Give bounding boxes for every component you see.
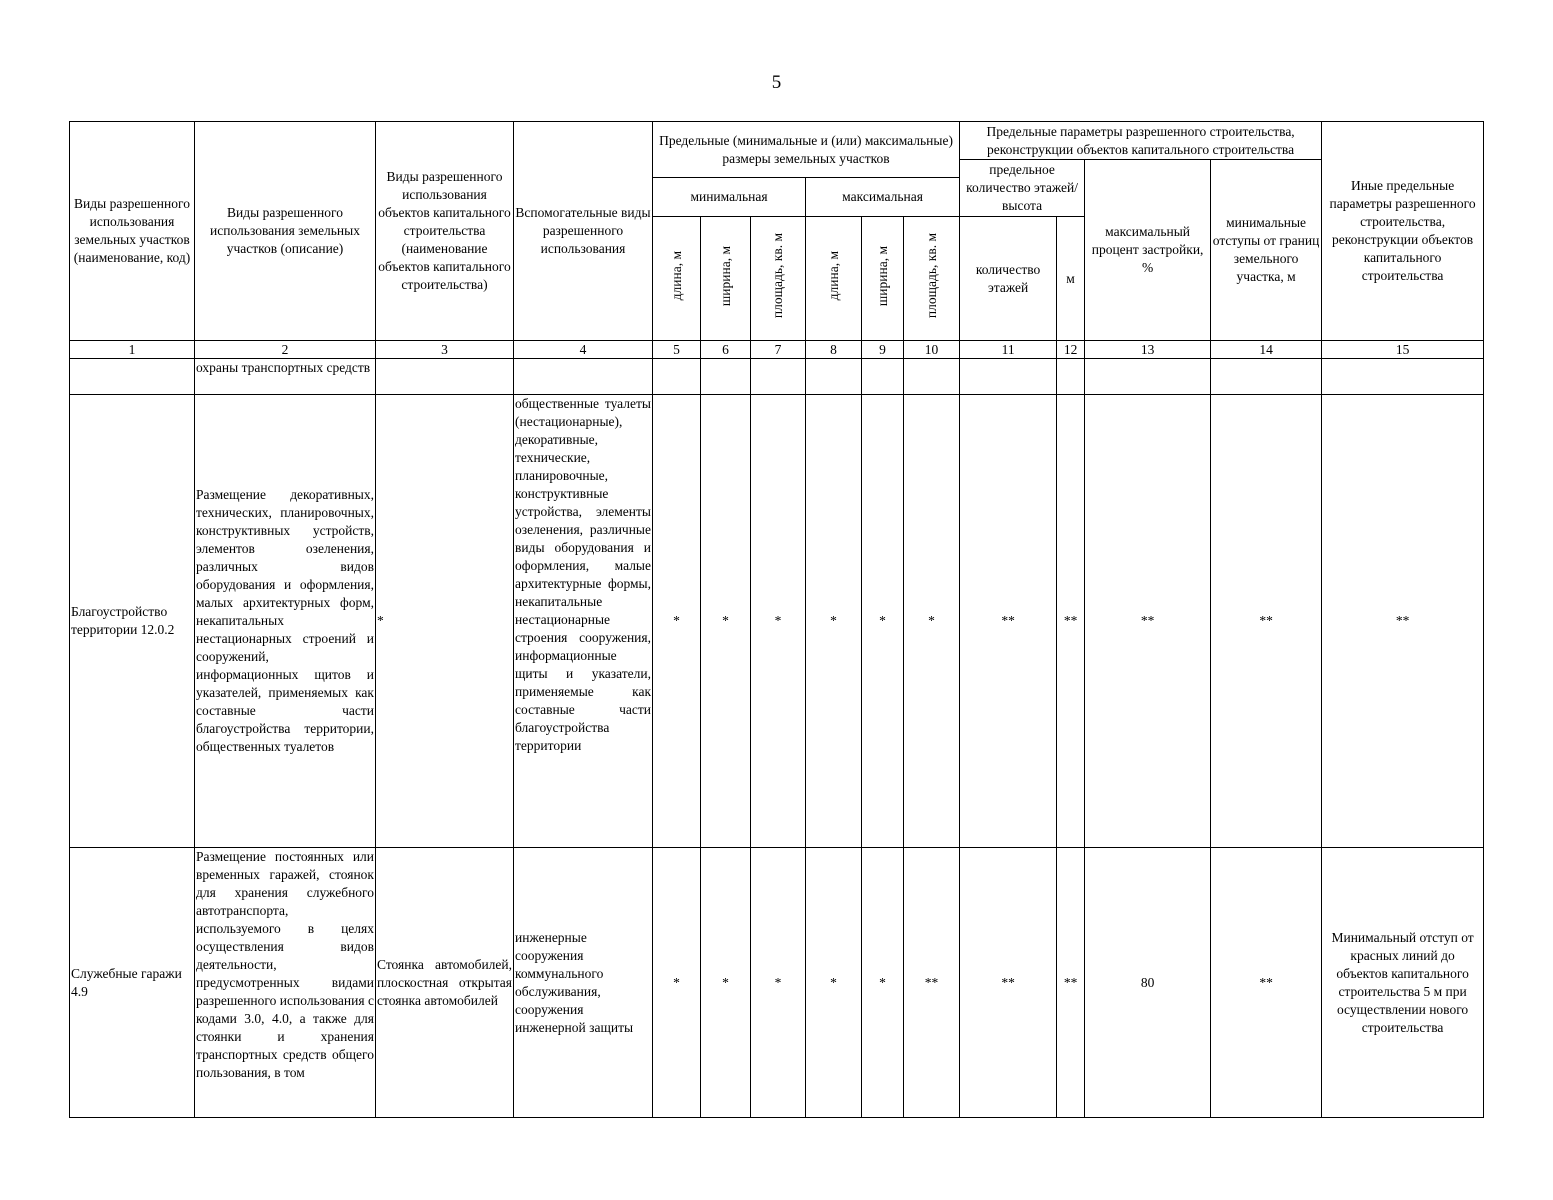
cell-min-area: * bbox=[751, 848, 806, 1118]
header-max-width-label: ширина, м bbox=[874, 245, 890, 307]
header-construction-params: Предельные параметры разрешенного строительства, реконструкции объектов капитального строительства bbox=[960, 122, 1322, 160]
column-number: 8 bbox=[806, 341, 862, 359]
column-number: 6 bbox=[701, 341, 751, 359]
cell-capital-construction: * bbox=[376, 395, 514, 848]
header-max-length-label: длина, м bbox=[825, 251, 841, 301]
header-capital-construction-type: Виды разрешенного использования объектов капитального строительства (наименование объектов капитального строительства) bbox=[376, 122, 514, 341]
column-number: 1 bbox=[70, 341, 195, 359]
cell-max-area bbox=[904, 359, 960, 395]
table-row bbox=[70, 848, 1484, 1118]
cell-capital-construction bbox=[376, 359, 514, 395]
cell-floors: ** bbox=[960, 848, 1057, 1118]
header-min-length bbox=[653, 217, 701, 341]
column-number: 5 bbox=[653, 341, 701, 359]
cell-min-area: * bbox=[751, 395, 806, 848]
cell-other: Минимальный отступ от красных линий до объектов капитального строительства 5 м при осуществлении нового строительства bbox=[1322, 848, 1484, 1118]
cell-capital-construction: Стоянка автомобилей, плоскостная открытая стоянка автомобилей bbox=[376, 848, 514, 1118]
header-max-percent: максимальный процент застройки, % bbox=[1085, 160, 1211, 341]
header-max-length bbox=[806, 217, 862, 341]
page-number: 5 bbox=[771, 72, 782, 93]
column-number: 2 bbox=[195, 341, 376, 359]
header-land-use-description: Виды разрешенного использования земельных участков (описание) bbox=[195, 122, 376, 341]
cell-description: Размещение декоративных, технических, планировочных, конструктивных устройств, элементов озеленения, различных видов оборудования и оформления, малых архитектурных форм, некапитальных нестационарных строений и сооружений, информационных щитов и указателей, применяемых как составные части благоустройства территории, общественных туалетов bbox=[195, 395, 376, 848]
cell-max-length: * bbox=[806, 395, 862, 848]
cell-max-area: * bbox=[904, 395, 960, 848]
cell-min-length bbox=[653, 359, 701, 395]
cell-land-use-type: Благоустройство территории 12.0.2 bbox=[70, 395, 195, 848]
cell-max-length bbox=[806, 359, 862, 395]
cell-other: ** bbox=[1322, 395, 1484, 848]
column-number: 4 bbox=[514, 341, 653, 359]
header-floors-height: предельное количество этажей/высота bbox=[960, 160, 1085, 217]
column-number: 14 bbox=[1211, 341, 1322, 359]
cell-floors: ** bbox=[960, 395, 1057, 848]
header-plot-size-limits: Предельные (минимальные и (или) максимальные) размеры земельных участков bbox=[653, 122, 960, 178]
cell-height: ** bbox=[1057, 395, 1085, 848]
cell-auxiliary: инженерные сооружения коммунального обслуживания, сооружения инженерной защиты bbox=[514, 848, 653, 1118]
header-min-area bbox=[751, 217, 806, 341]
column-number: 12 bbox=[1057, 341, 1085, 359]
cell-max-width: * bbox=[862, 848, 904, 1118]
table-row bbox=[70, 359, 1484, 395]
cell-auxiliary bbox=[514, 359, 653, 395]
header-min-length-label: длина, м bbox=[668, 251, 684, 301]
header-max-area-label: площадь, кв. м bbox=[923, 233, 939, 319]
cell-description: Размещение постоянных или временных гаражей, стоянок для хранения служебного автотранспорта, используемого в целях осуществления видов деятельности, предусмотренных видами разрешенного использования с кодами 3.0, 4.0, а также для стоянки и хранения транспортных средств общего пользования, в том bbox=[195, 848, 376, 1118]
cell-max-length: * bbox=[806, 848, 862, 1118]
column-number: 13 bbox=[1085, 341, 1211, 359]
header-other-params: Иные предельные параметры разрешенного строительства, реконструкции объектов капитального строительства bbox=[1322, 122, 1484, 341]
header-max-area bbox=[904, 217, 960, 341]
cell-min-area bbox=[751, 359, 806, 395]
cell-height bbox=[1057, 359, 1085, 395]
header-min-offsets: минимальные отступы от границ земельного участка, м bbox=[1211, 160, 1322, 341]
cell-other bbox=[1322, 359, 1484, 395]
header-min-width-label: ширина, м bbox=[717, 245, 733, 307]
column-number: 11 bbox=[960, 341, 1057, 359]
cell-land-use-type: Служебные гаражи 4.9 bbox=[70, 848, 195, 1118]
cell-min-offset bbox=[1211, 359, 1322, 395]
header-auxiliary-use: Вспомогательные виды разрешенного использования bbox=[514, 122, 653, 341]
cell-min-length: * bbox=[653, 395, 701, 848]
cell-max-percent: 80 bbox=[1085, 848, 1211, 1118]
header-land-use-type: Виды разрешенного использования земельных участков (наименование, код) bbox=[70, 122, 195, 341]
regulations-table bbox=[69, 121, 1484, 1118]
column-numbers-row bbox=[70, 341, 1484, 359]
header-height-m: м bbox=[1057, 217, 1085, 341]
cell-max-width: * bbox=[862, 395, 904, 848]
cell-min-offset: ** bbox=[1211, 395, 1322, 848]
column-number: 15 bbox=[1322, 341, 1484, 359]
header-floor-count: количество этажей bbox=[960, 217, 1057, 341]
header-maximum: максимальная bbox=[806, 178, 960, 217]
cell-min-width: * bbox=[701, 395, 751, 848]
cell-min-width: * bbox=[701, 848, 751, 1118]
header-max-width bbox=[862, 217, 904, 341]
column-number: 7 bbox=[751, 341, 806, 359]
header-min-width bbox=[701, 217, 751, 341]
cell-land-use-type bbox=[70, 359, 195, 395]
column-number: 3 bbox=[376, 341, 514, 359]
cell-description: охраны транспортных средств bbox=[195, 359, 376, 395]
cell-max-percent: ** bbox=[1085, 395, 1211, 848]
cell-min-offset: ** bbox=[1211, 848, 1322, 1118]
cell-max-percent bbox=[1085, 359, 1211, 395]
cell-min-length: * bbox=[653, 848, 701, 1118]
cell-floors bbox=[960, 359, 1057, 395]
header-row-1 bbox=[70, 122, 1484, 160]
cell-auxiliary: общественные туалеты (нестационарные), декоративные, технические, планировочные, конструктивные устройства, элементы озеленения, различные виды оборудования и оформления, малые архитектурные формы, некапитальные нестационарные строения сооружения, информационные щиты и указатели, применяемые как составные части благоустройства территории bbox=[514, 395, 653, 848]
header-minimum: минимальная bbox=[653, 178, 806, 217]
column-number: 9 bbox=[862, 341, 904, 359]
table-row bbox=[70, 395, 1484, 848]
header-min-area-label: площадь, кв. м bbox=[770, 233, 785, 319]
cell-min-width bbox=[701, 359, 751, 395]
cell-height: ** bbox=[1057, 848, 1085, 1118]
cell-max-area: ** bbox=[904, 848, 960, 1118]
cell-max-width bbox=[862, 359, 904, 395]
column-number: 10 bbox=[904, 341, 960, 359]
